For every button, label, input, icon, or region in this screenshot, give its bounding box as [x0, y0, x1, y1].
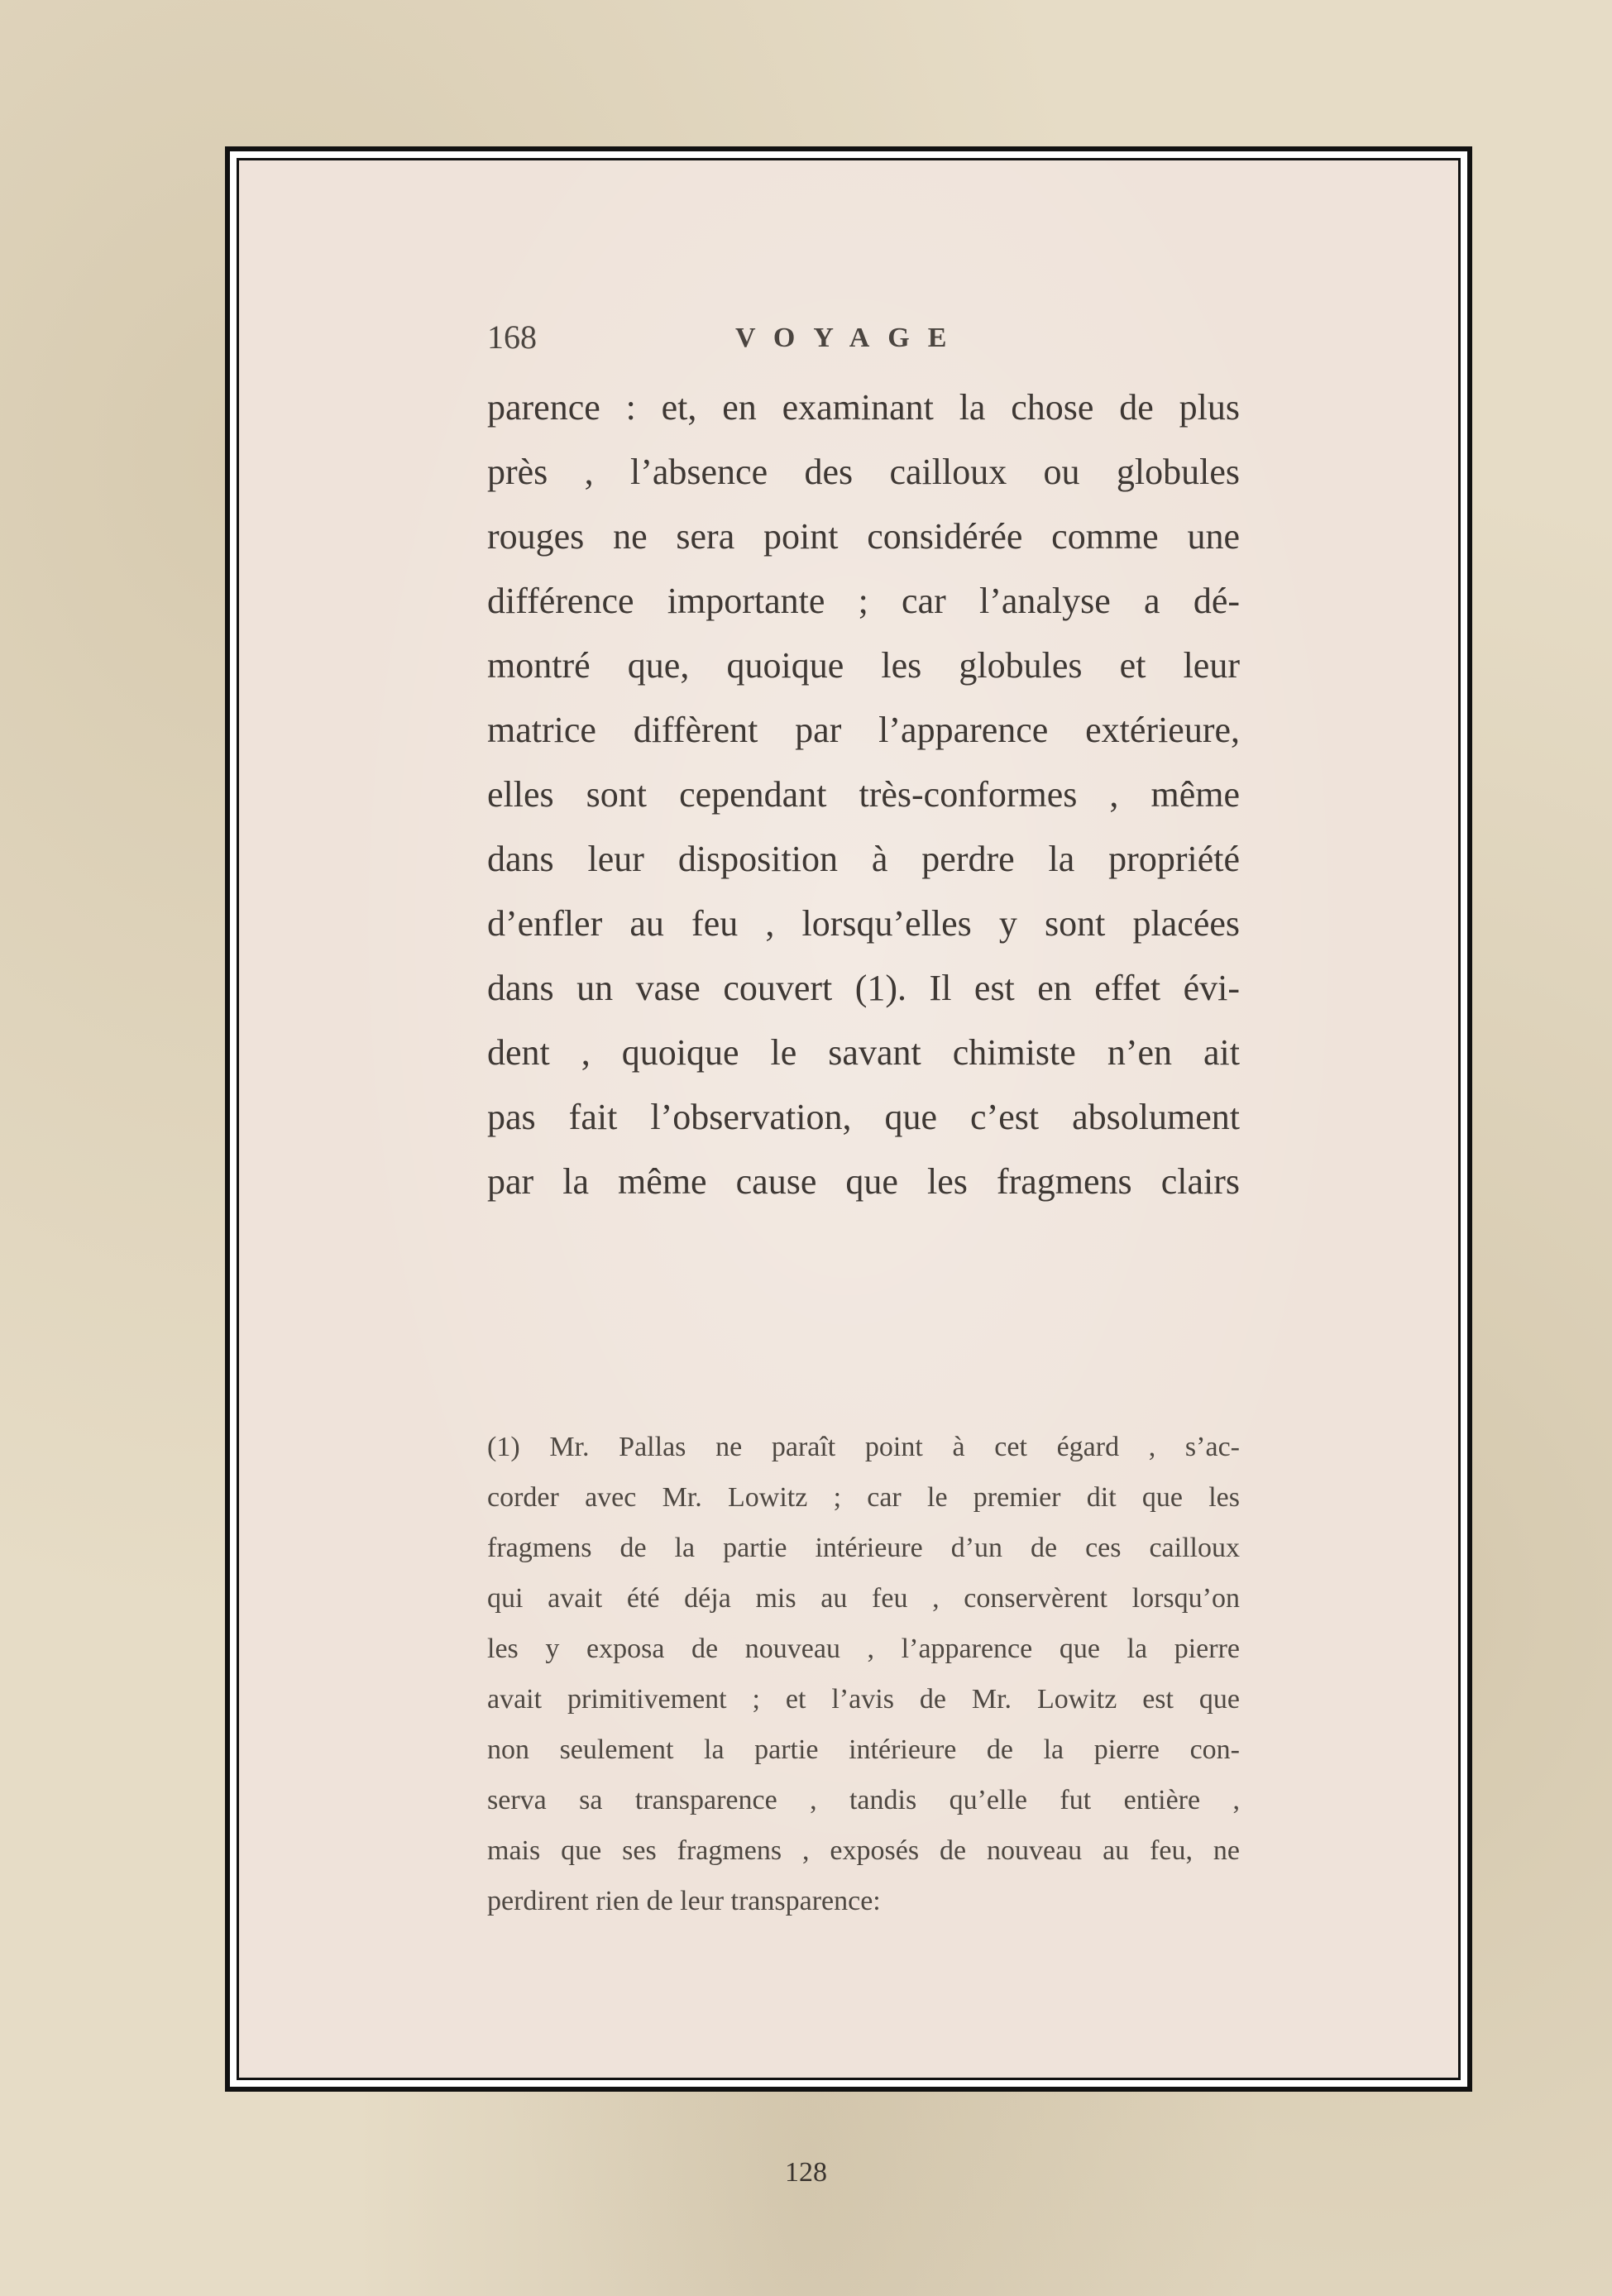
footnote-line: serva sa transparence , tandis qu’elle fut entière ,	[487, 1785, 1240, 1815]
body-line: dans leur disposition à perdre la propriété	[487, 839, 1240, 879]
body-line: montré que, quoique les globules et leur	[487, 645, 1240, 686]
original-page-number: 168	[487, 318, 537, 356]
footnote-line: non seulement la partie intérieure de la pierre con-	[487, 1734, 1240, 1765]
body-line: parence : et, en examinant la chose de plus	[487, 387, 1240, 428]
body-line: par la même cause que les fragmens clairs	[487, 1161, 1240, 1202]
page-number: 128	[785, 2157, 827, 2188]
footnote-line: avait primitivement ; et l’avis de Mr. Lowitz est que	[487, 1684, 1240, 1715]
running-head	[487, 318, 1210, 367]
body-line: d’enfler au feu , lorsqu’elles y sont placées	[487, 903, 1240, 944]
footnote-line: qui avait été déja mis au feu , conservèrent lorsqu’on	[487, 1583, 1240, 1614]
body-line: dans un vase couvert (1). Il est en effet évi-	[487, 968, 1240, 1008]
footnote-line: fragmens de la partie intérieure d’un de ces cailloux	[487, 1533, 1240, 1563]
footnote-line: les y exposa de nouveau , l’apparence que la pierre	[487, 1634, 1240, 1664]
body-line: pas fait l’observation, que c’est absolument	[487, 1097, 1240, 1137]
scanned-page	[239, 160, 1458, 2078]
scan-frame-inner	[237, 158, 1461, 2080]
footnote-line: (1) Mr. Pallas ne paraît point à cet égard , s’ac-	[487, 1432, 1240, 1462]
body-line: matrice diffèrent par l’apparence extérieure,	[487, 710, 1240, 750]
body-line: différence importante ; car l’analyse a dé-	[487, 581, 1240, 621]
body-text	[487, 375, 1240, 1214]
scan-frame	[225, 146, 1472, 2092]
footnote	[487, 1422, 1240, 1926]
footnote-line: mais que ses fragmens , exposés de nouveau au feu, ne	[487, 1835, 1240, 1866]
body-line: dent , quoique le savant chimiste n’en ait	[487, 1032, 1240, 1073]
body-line: rouges ne sera point considérée comme une	[487, 516, 1240, 557]
footnote-line: perdirent rien de leur transparence:	[487, 1886, 881, 1916]
body-line: elles sont cependant très-conformes , même	[487, 774, 1240, 815]
footnote-line: corder avec Mr. Lowitz ; car le premier dit que les	[487, 1482, 1240, 1513]
body-line: près , l’absence des cailloux ou globules	[487, 452, 1240, 492]
running-title: VOYAGE	[735, 323, 965, 353]
